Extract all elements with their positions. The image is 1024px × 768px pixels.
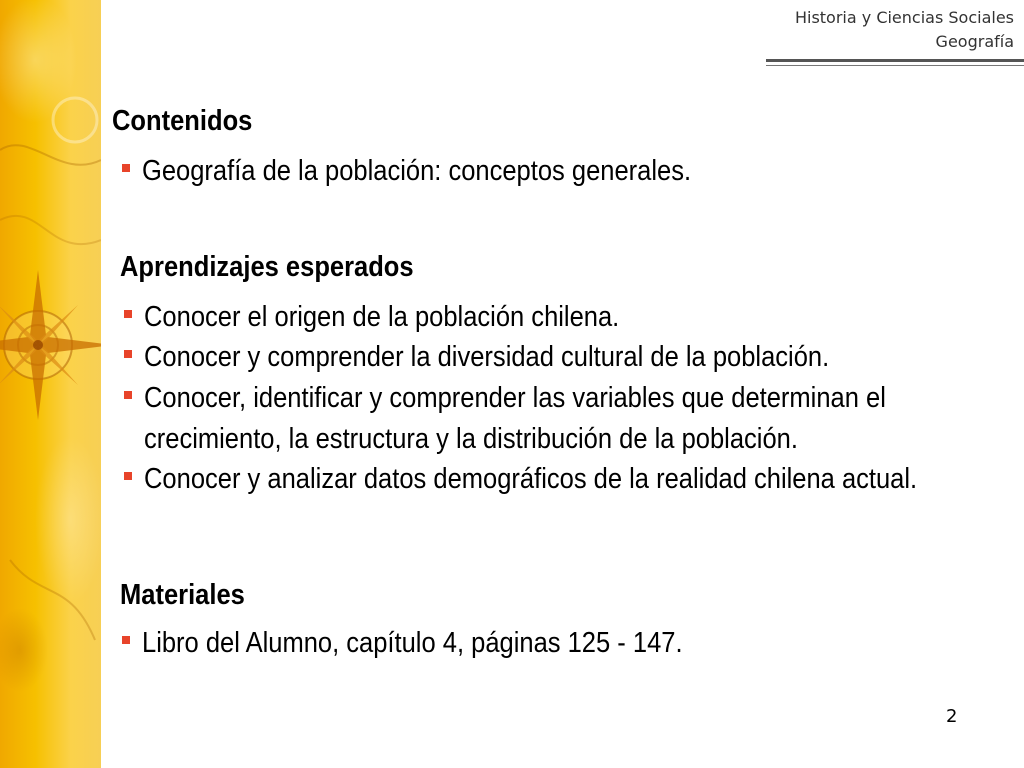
subject-label: Historia y Ciencias Sociales [794,8,1014,27]
page-number: 2 [946,706,958,727]
square-bullet-icon [122,636,130,644]
list-item: Conocer y comprender la diversidad cultural de la población. [124,337,923,377]
aprendizajes-heading: Aprendizajes esperados [120,251,414,283]
square-bullet-icon [124,350,132,358]
square-bullet-icon [122,164,130,172]
square-bullet-icon [124,310,132,318]
slide-header [795,6,1014,54]
compass-rose-icon [0,0,101,768]
decorative-side-strip [0,0,101,768]
square-bullet-icon [124,391,132,399]
square-bullet-icon [124,472,132,480]
list-item: Geografía de la población: conceptos generales. [122,151,766,191]
list-item: Conocer y analizar datos demográficos de la realidad chilena actual. [124,459,1023,499]
list-item: Conocer, identificar y comprender las variables que determinan el [124,378,987,418]
list-item: Conocer el origen de la población chilena. [124,297,684,337]
materiales-heading: Materiales [120,579,245,611]
topic-label: Geografía [935,32,1014,51]
list-item-continuation: crecimiento, la estructura y la distribución de la población. [144,423,798,455]
contenidos-heading: Contenidos [112,105,253,137]
header-divider-thin [766,65,1024,66]
header-divider [766,59,1024,62]
list-item: Libro del Alumno, capítulo 4, páginas 125 - 147. [122,623,756,663]
